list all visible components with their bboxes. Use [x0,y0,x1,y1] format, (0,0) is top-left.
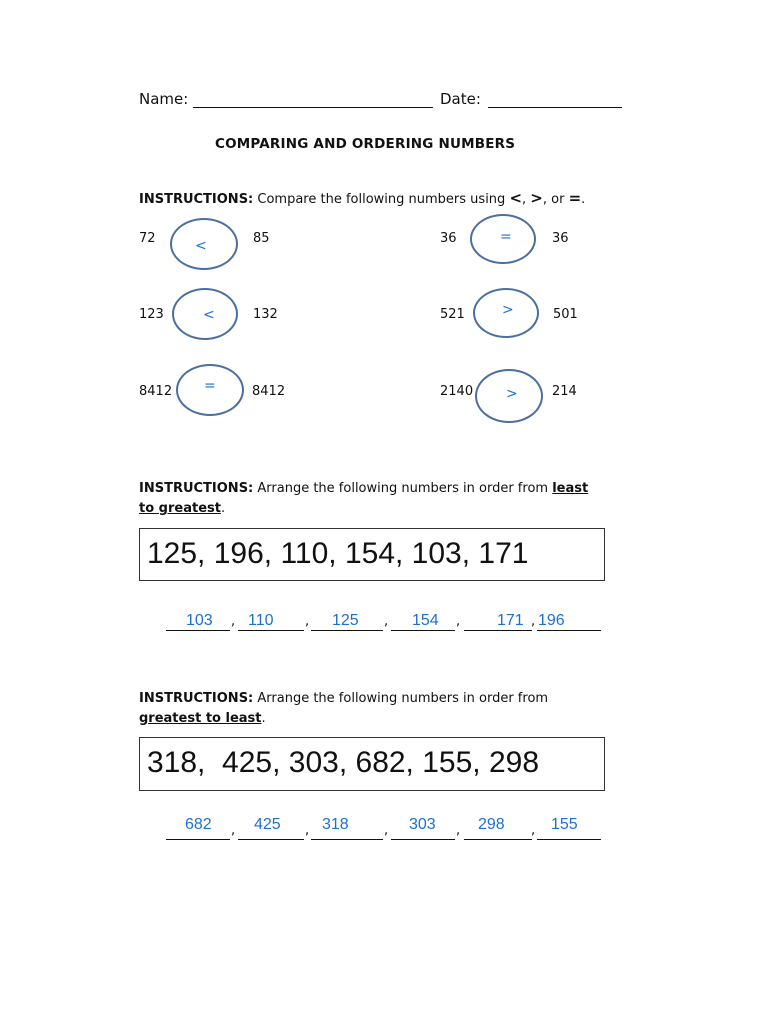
instructions-label: INSTRUCTIONS: [139,691,254,706]
order-answer: 171 [497,612,524,629]
order-answer: 298 [478,816,505,833]
order-answer: 682 [185,816,212,833]
compare-left-number: 2140 [440,384,474,399]
symbol-lt: < [509,189,523,207]
order-answer: 196 [538,612,565,629]
order-answer: 103 [186,612,213,629]
order1-instructions [139,479,588,519]
instructions-label: INSTRUCTIONS: [139,192,254,207]
instructions-text: Arrange the following numbers in order from [253,481,553,496]
comma: , [384,823,389,838]
order-answer: 110 [248,612,274,629]
order2-instructions [139,689,548,729]
comma: , [305,823,310,838]
compare-left-number: 123 [139,307,164,322]
comma: , [384,614,389,629]
instructions-label: INSTRUCTIONS: [139,481,254,496]
compare-right-number: 85 [253,231,270,246]
compare-right-number: 8412 [252,384,286,399]
comma: , [231,823,236,838]
instructions-emphasis: to greatest [139,501,221,516]
compare-instructions [139,189,585,207]
comma: , [305,614,310,629]
instructions-emphasis: greatest to least [139,711,262,726]
symbol-gt: > [530,189,543,207]
answer-symbol: = [204,378,216,394]
order-answer: 425 [254,816,281,833]
date-field[interactable] [488,88,622,108]
order-answer: 125 [332,612,359,629]
answer-symbol: > [506,386,518,402]
symbol-or: , or [542,192,569,207]
comma: , [456,614,461,629]
answer-symbol: < [195,238,207,254]
instructions-emphasis: least [552,481,589,496]
compare-left-number: 36 [440,231,457,246]
comma: , [231,614,236,629]
numbers-to-order: 318, 425, 303, 682, 155, 298 [147,746,540,779]
order-answer: 318 [322,816,349,833]
page-title: COMPARING AND ORDERING NUMBERS [215,136,516,152]
compare-right-number: 132 [253,307,278,322]
name-field[interactable] [193,88,433,108]
date-label: Date: [440,90,481,108]
numbers-to-order: 125, 196, 110, 154, 103, 171 [147,537,529,570]
symbol-end: . [581,192,586,207]
comma: , [531,823,536,838]
compare-left-number: 521 [440,307,465,322]
compare-right-number: 36 [552,231,569,246]
order-answer: 155 [551,816,578,833]
symbol-eq: = [568,189,582,207]
answer-symbol: > [502,302,514,318]
order-answer: 303 [409,816,436,833]
symbol-sep: , [522,192,531,207]
compare-left-number: 8412 [139,384,173,399]
instructions-text: Arrange the following numbers in order from [253,691,549,706]
compare-right-number: 214 [552,384,577,399]
answer-symbol: < [203,307,215,323]
compare-right-number: 501 [553,307,578,322]
name-label: Name: [139,90,189,108]
instructions-end: . [261,711,266,726]
comma: , [531,614,536,629]
answer-symbol: = [500,229,512,245]
order-answer: 154 [412,612,439,629]
instructions-text: Compare the following numbers using [253,192,510,207]
comma: , [456,823,461,838]
instructions-end: . [220,501,226,516]
compare-left-number: 72 [139,231,156,246]
